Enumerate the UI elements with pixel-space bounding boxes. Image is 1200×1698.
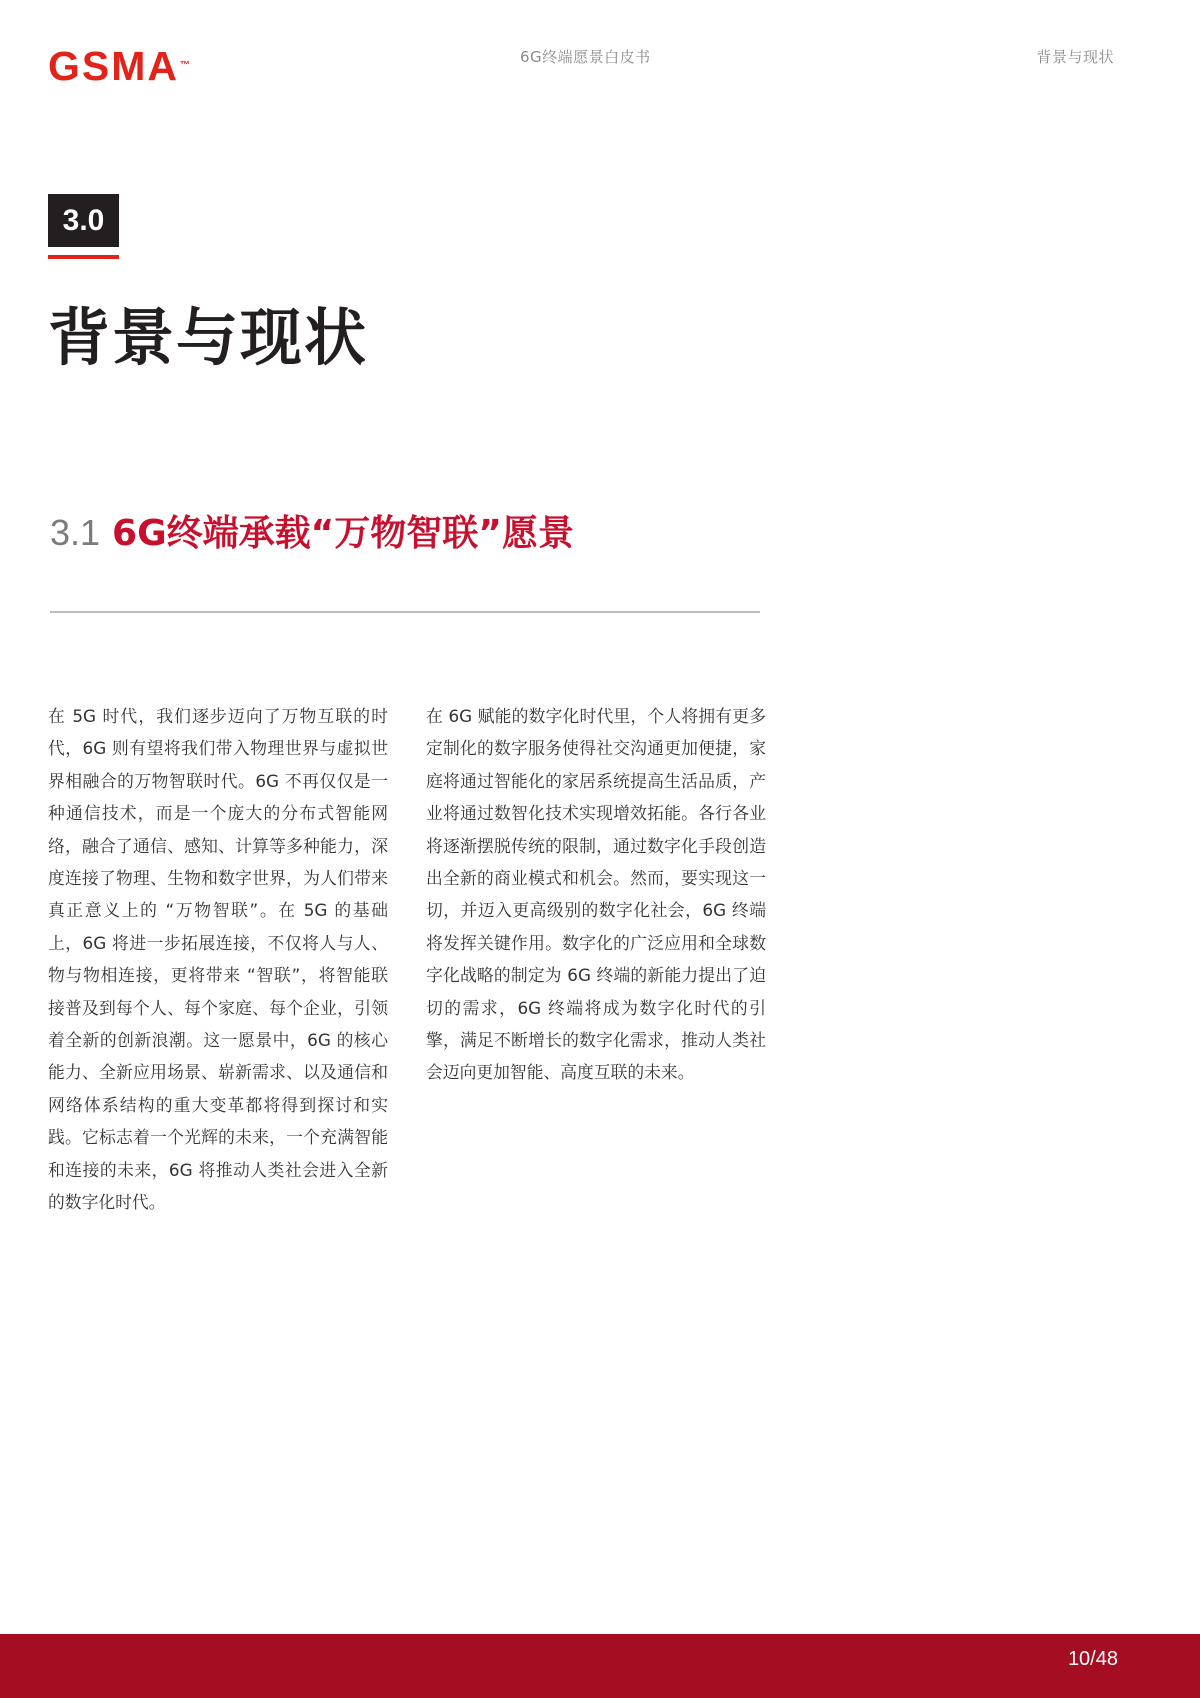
section-title: 6G终端承载“万物智联”愿景 bbox=[112, 513, 574, 554]
body-paragraph-left: 在 5G 时代，我们逐步迈向了万物互联的时代，6G 则有望将我们带入物理世界与虚拟世界相融合的万物智联时代。6G 不再仅仅是一种通信技术，而是一个庞大的分布式智能网络，融合了通信、感知、计算等多种能力，深度连接了物理、生物和数字世界，为人们带来真正意义上的 “万物智联”。在 5G 的基础上，6G 将进一步拓展连接，不仅将人与人、物与物相连接，更将带来 “智联”，将智能联接普及到每个人、每个家庭、每个企业，引领着全新的创新浪潮。这一愿景中，6G 的核心能力、全新应用场景、崭新需求、以及通信和网络体系结构的重大变革都将得到探讨和实践。它标志着一个光辉的未来，一个充满智能和连接的未来，6G 将推动人类社会进入全新的数字化时代。 bbox=[48, 706, 388, 1213]
chapter-number-badge: 3.0 bbox=[48, 194, 119, 247]
footer-bar bbox=[0, 1634, 1200, 1698]
gsma-logo bbox=[48, 44, 190, 88]
section-heading bbox=[50, 510, 574, 557]
body-paragraph-right: 在 6G 赋能的数字化时代里，个人将拥有更多定制化的数字服务使得社交沟通更加便捷，家庭将通过智能化的家居系统提高生活品质，产业将通过数智化技术实现增效拓能。各行各业将逐渐摆脱传统的限制，通过数字化手段创造出全新的商业模式和机会。然而，要实现这一切，并迈入更高级别的数字化社会，6G 终端将发挥关键作用。数字化的广泛应用和全球数字化战略的制定为 6G 终端的新能力提出了迫切的需求，6G 终端将成为数字化时代的引擎，满足不断增长的数字化需求，推动人类社会迈向更加智能、高度互联的未来。 bbox=[426, 706, 766, 1083]
logo-text: GSMA bbox=[48, 43, 179, 89]
header-chapter-name: 背景与现状 bbox=[1036, 48, 1114, 66]
logo-trademark: ™ bbox=[180, 60, 190, 71]
section-number: 3.1 bbox=[50, 512, 101, 553]
chapter-title: 背景与现状 bbox=[48, 301, 369, 374]
document-title: 6G终端愿景白皮书 bbox=[520, 48, 651, 66]
section-divider bbox=[50, 611, 760, 613]
page-number: 10/48 bbox=[1067, 1648, 1118, 1670]
chapter-badge-underline bbox=[48, 255, 119, 259]
